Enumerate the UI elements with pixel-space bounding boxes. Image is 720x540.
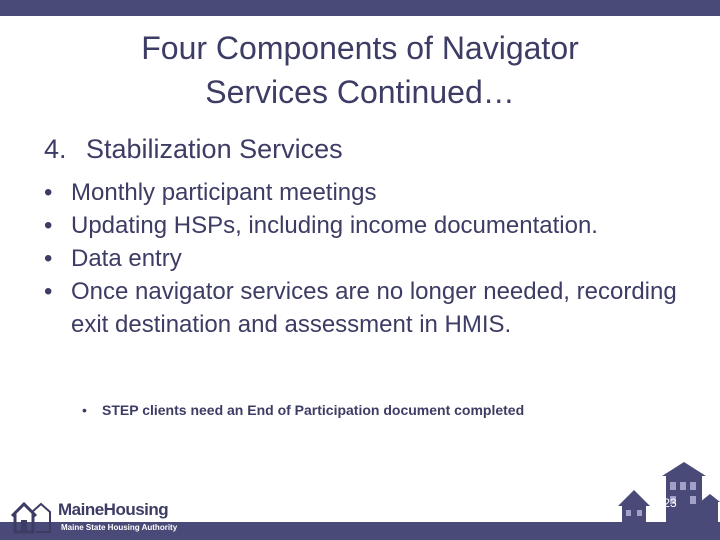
logo-name: MaineHousing xyxy=(58,500,169,519)
houses-icon xyxy=(612,458,720,522)
section-number: 4. xyxy=(44,134,67,164)
sub-bullet xyxy=(82,402,524,418)
bullet-list xyxy=(44,176,704,341)
section-heading-text: Stabilization Services xyxy=(86,134,343,164)
mainehousing-logo xyxy=(10,496,180,536)
top-bar xyxy=(0,0,720,16)
sub-bullet-marker: • xyxy=(82,402,87,418)
house-outline-icon xyxy=(10,500,52,534)
section-heading xyxy=(44,134,343,165)
houses-illustration xyxy=(612,458,720,527)
page-number: 23 xyxy=(663,496,677,510)
logo-tagline: Maine State Housing Authority xyxy=(61,523,178,532)
slide-title-line-1: Four Components of Navigator xyxy=(141,30,579,66)
slide-title xyxy=(60,26,660,114)
slide-title-line-2: Services Continued… xyxy=(205,74,515,110)
sub-bullet-text: STEP clients need an End of Participation document completed xyxy=(102,402,525,418)
bullet-item: • Once navigator services are no longer needed, recording exit destination and assessment in HMIS. xyxy=(44,275,704,341)
bullet-item: • Data entry xyxy=(44,242,704,275)
bullet-item: • Updating HSPs, including income documentation. xyxy=(44,209,704,242)
bullet-item: • Monthly participant meetings xyxy=(44,176,704,209)
